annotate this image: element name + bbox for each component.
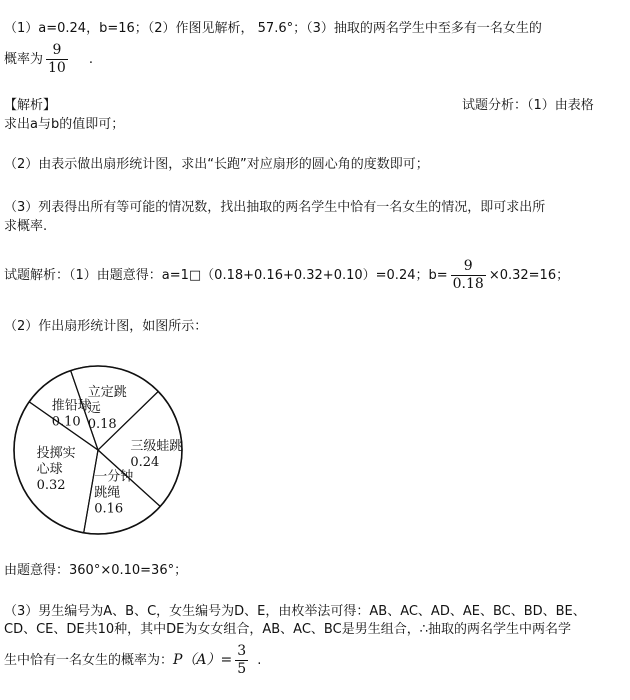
solution-b-fraction [451,258,486,293]
pie-value-label: 0.16 [94,501,124,517]
solution-line-1-prefix: 试题解析：（1）由题意得：a=1□（0.18+0.16+0.32+0.10）=0.24；b= [4,268,448,283]
pie-value-label: 0.18 [87,417,117,433]
solution-line-1 [4,256,569,296]
solution-part-3-period: . [257,653,262,668]
pie-value-label: 0.32 [36,478,66,494]
pie-category-label: 心球 [36,462,63,478]
solution-angle-line: 由题意得：360°×0.10=36°； [4,563,188,578]
solution-part-3-line-1: （3）男生编号为A、B、C，女生编号为D、E，由枚举法可得：AB、AC、AD、AE、BC、BD、BE、 [4,604,586,619]
solution-probability-denominator: 5 [237,661,247,677]
analysis-part-2: （2）由表示做出扇形统计图，求出“长跑”对应扇形的圆心角的度数即可； [4,157,429,172]
pie-chart [0,346,200,546]
answer-probability-numerator: 9 [46,42,68,60]
pie-category-label: 三级蛙跳 [130,438,183,454]
solution-part-3-line-3-prefix: 生中恰有一名女生的概率为： [4,653,174,668]
solution-part-3-line-2: CD、CE、DE共10种，其中DE为女女组合，AB、AC、BC是男生组合，∴抽取的两名学生中两名学 [4,622,571,637]
answer-line-2 [4,40,93,80]
pie-value-label: 0.10 [51,414,81,430]
pie-value-label: 0.24 [130,454,160,470]
answer-line-1: （1）a=0.24，b=16；（2）作图见解析， 57.6°；（3）抽取的两名学生中至多有一名女生的 [4,21,542,36]
analysis-hint-label: 试题分析：（1）由表格 [462,98,594,113]
answer-line-2-period: . [88,52,93,67]
solution-b-numerator: 9 [451,258,486,276]
pie-category-label: 推铅球 [51,398,91,414]
pie-chart-group [14,366,182,534]
pie-category-label: 远 [87,401,101,417]
solution-probability-fraction [235,643,248,678]
solution-probability-numerator: 3 [237,643,247,659]
pie-category-label: 投掷实 [36,446,76,462]
analysis-part-3-line-1: （3）列表得出所有等可能的情况数，找出抽取的两名学生中恰有一名女生的情况，即可求出所 [4,200,546,215]
solution-line-1-suffix: ×0.32=16； [488,268,570,283]
solution-part-3-line-3 [4,640,261,681]
answer-probability-denominator: 10 [48,60,66,76]
pie-category-label: 立定跳 [87,385,127,401]
analysis-hint-continued: 求出a与b的值即可； [4,117,125,132]
solution-b-denominator: 0.18 [452,276,484,292]
answer-line-2-prefix: 概率为 [4,52,44,67]
solution-part-2: （2）作出扇形统计图，如图所示： [4,319,208,334]
answer-probability-fraction [46,42,68,77]
pie-category-label: 跳绳 [94,485,121,501]
analysis-heading: 【解析】 [4,98,57,113]
analysis-part-3-line-2: 求概率. [4,219,48,234]
pie-category-label: 一分钟 [94,469,134,485]
probability-expression: P（A）= [173,652,233,668]
